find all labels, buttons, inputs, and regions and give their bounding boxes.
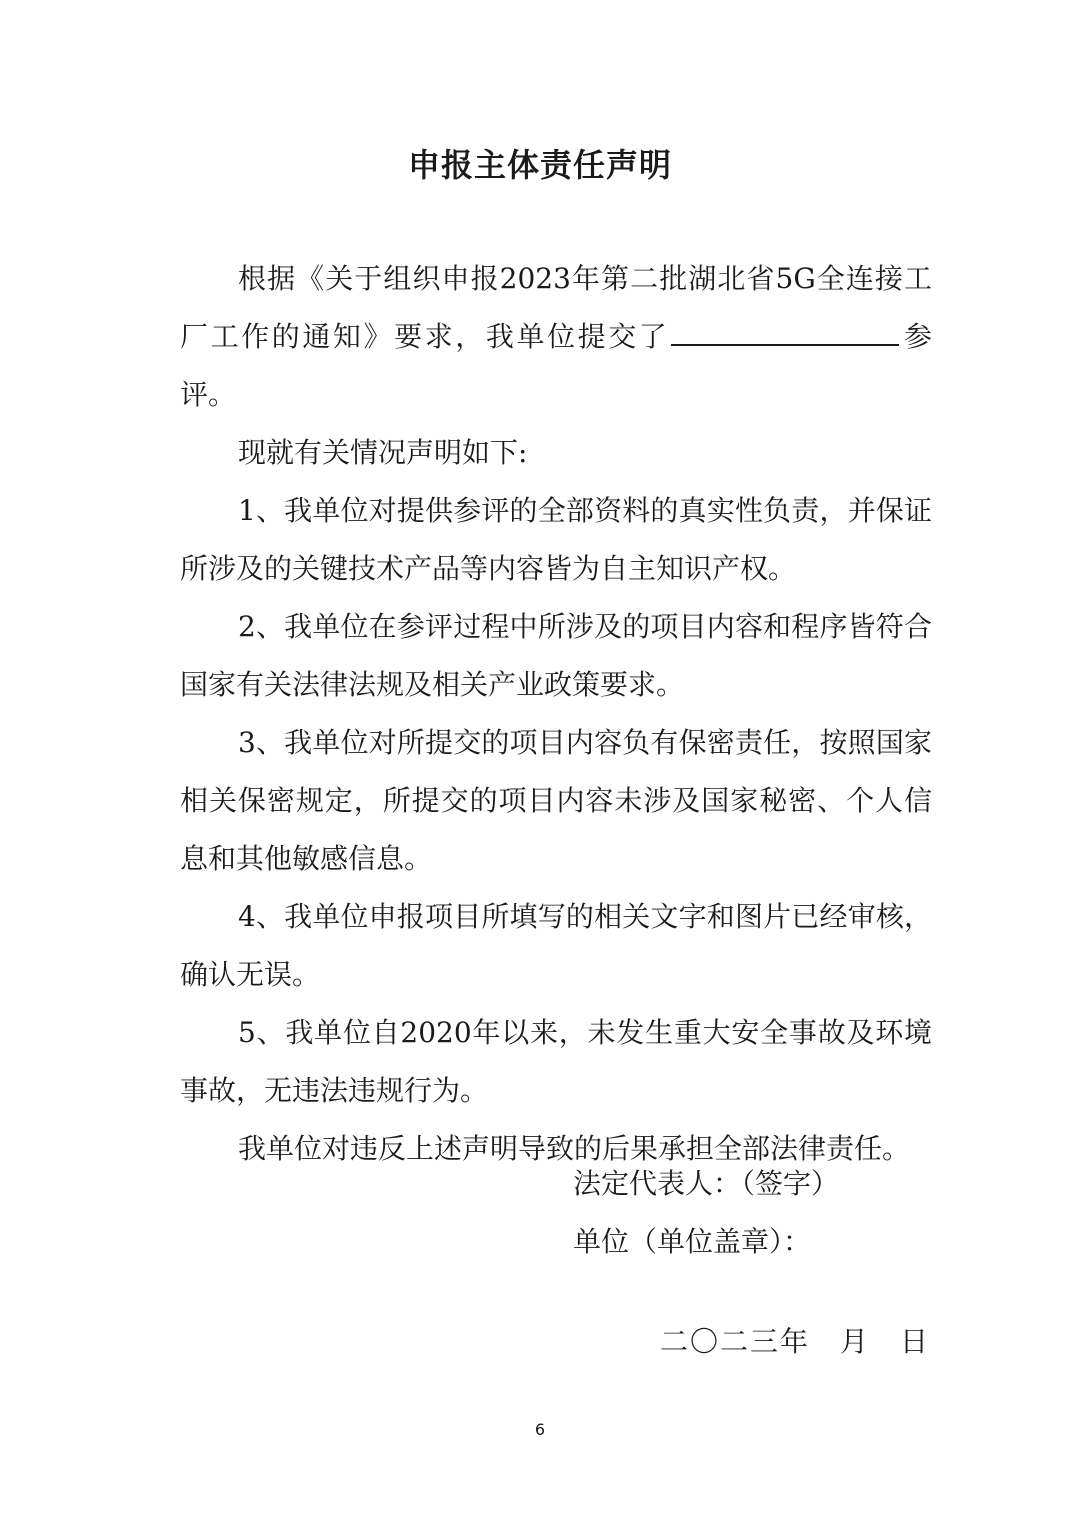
document-title: 申报主体责任声明 xyxy=(407,146,672,184)
statement-item-2: 2、我单位在参评过程中所涉及的项目内容和程序皆符合国家有关法律法规及相关产业政策要求。 xyxy=(180,610,932,701)
intro-paragraph xyxy=(180,250,932,424)
project-name-blank xyxy=(671,314,899,346)
date-line: 二〇二三年 月 日 xyxy=(659,1325,930,1358)
unit-seal-label: 单位（单位盖章）： xyxy=(573,1225,812,1258)
legal-representative-label: 法定代表人：（签字） xyxy=(573,1167,840,1200)
statement-item-1: 1、我单位对提供参评的全部资料的真实性负责，并保证所涉及的关键技术产品等内容皆为自主知识产权。 xyxy=(180,494,932,585)
statement-item-5: 5、我单位自2020年以来，未发生重大安全事故及环境事故，无违法违规行为。 xyxy=(180,1016,932,1107)
statement-item-3: 3、我单位对所提交的项目内容负有保密责任，按照国家相关保密规定，所提交的项目内容未涉及国家秘密、个人信息和其他敏感信息。 xyxy=(180,726,932,875)
signature-block xyxy=(573,1155,839,1271)
closing-statement: 我单位对违反上述声明导致的后果承担全部法律责任。 xyxy=(238,1132,911,1165)
intro-text: 根据《关于组织申报2023年第二批湖北省5G全连接工厂工作的通知》要求，我单位提交了 xyxy=(180,262,932,353)
intro-suffix: 参评。 xyxy=(180,320,932,411)
document-body xyxy=(180,250,932,1178)
statement-lead: 现就有关情况声明如下: xyxy=(238,436,528,469)
statement-item-4: 4、我单位申报项目所填写的相关文字和图片已经审核，确认无误。 xyxy=(180,900,932,991)
page-number: 6 xyxy=(534,1420,546,1439)
